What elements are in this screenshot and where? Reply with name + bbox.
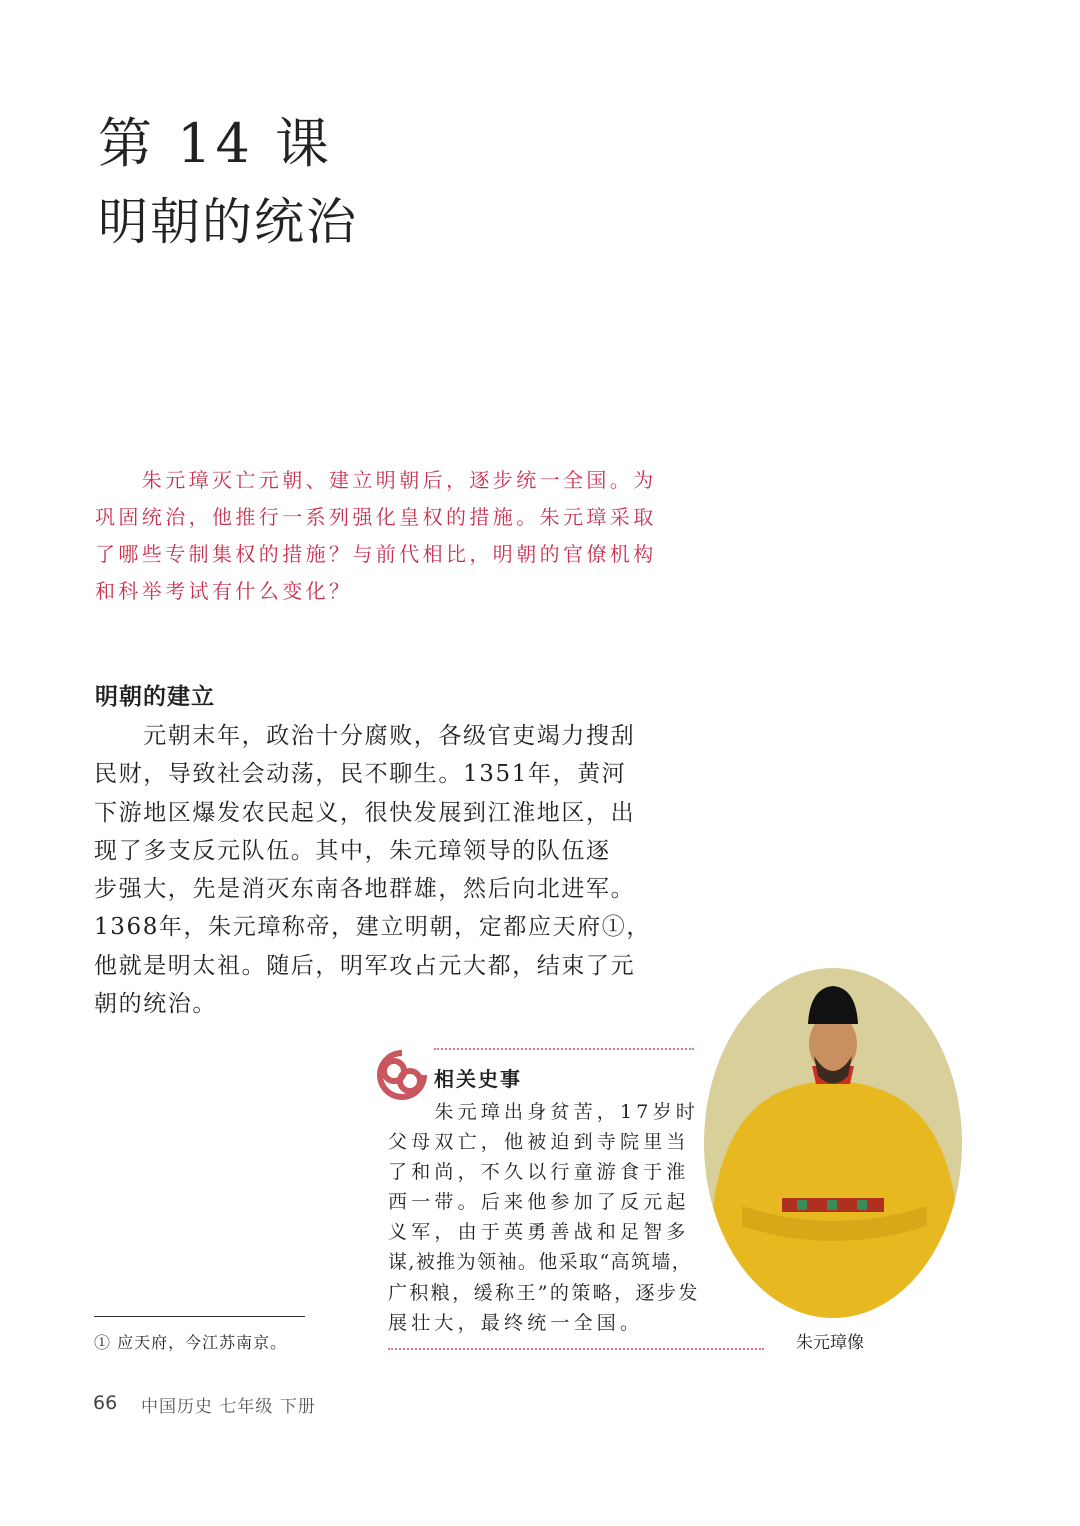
footnote: ① 应天府，今江苏南京。 (94, 1333, 288, 1352)
book-title: 中国历史 七年级 下册 (141, 1397, 316, 1417)
body-line: 现了多支反元队伍。其中，朱元璋领导的队伍逐 (94, 837, 611, 864)
intro-line: 和科举考试有什么变化？ (95, 579, 353, 603)
body-line: 步强大，先是消灭东南各地群雄，然后向北进军。 (94, 876, 636, 903)
related-line: 西一带。后来他参加了反元起 (388, 1191, 690, 1214)
related-line: 父母双亡，他被迫到寺院里当 (388, 1131, 690, 1154)
zhu-yuanzhang-portrait (702, 966, 964, 1320)
related-line: 广积粮，缓称王”的策略，逐步发 (388, 1281, 700, 1304)
portrait-caption: 朱元璋像 (796, 1333, 864, 1353)
related-line: 展壮大，最终统一全国。 (388, 1311, 644, 1334)
intro-paragraph (95, 462, 655, 610)
related-line: 了和尚，不久以行童游食于淮 (388, 1161, 690, 1184)
box-bottom-divider (388, 1348, 764, 1350)
lesson-title: 明朝的统治 (98, 193, 358, 251)
related-title: 相关史事 (434, 1067, 522, 1091)
box-top-divider (434, 1048, 694, 1050)
intro-line: 了哪些专制集权的措施？与前代相比，明朝的官僚机构 (95, 542, 657, 566)
intro-line: 朱元璋灭亡元朝、建立明朝后，逐步统一全国。为 (95, 468, 657, 492)
footnote-divider (94, 1316, 305, 1317)
page-number: 66 (93, 1392, 118, 1414)
body-line: 他就是明太祖。随后，明军攻占元大都，结束了元 (94, 952, 636, 979)
body-line: 元朝末年，政治十分腐败，各级官吏竭力搜刮 (94, 723, 636, 749)
related-line: 谋,被推为领袖。他采取“高筑墙， (388, 1251, 693, 1274)
intro-line: 巩固统治，他推行一系列强化皇权的措施。朱元璋采取 (95, 505, 657, 529)
related-body (388, 1097, 700, 1338)
lesson-number: 第 14 课 (98, 112, 334, 175)
related-line: 义军，由于英勇善战和足智多 (388, 1221, 690, 1244)
swirl-logo-icon (374, 1047, 430, 1103)
body-line: 民财，导致社会动荡，民不聊生。1351年，黄河 (94, 761, 627, 788)
related-line: 朱元璋出身贫苦，17岁时 (388, 1101, 699, 1123)
body-line: 下游地区爆发农民起义，很快发展到江淮地区，出 (94, 799, 636, 826)
body-line: 朝的统治。 (94, 991, 217, 1018)
section-heading: 明朝的建立 (95, 684, 215, 710)
body-line: 1368年，朱元璋称帝，建立明朝，定都应天府①， (94, 914, 651, 941)
section-body (94, 717, 651, 1023)
